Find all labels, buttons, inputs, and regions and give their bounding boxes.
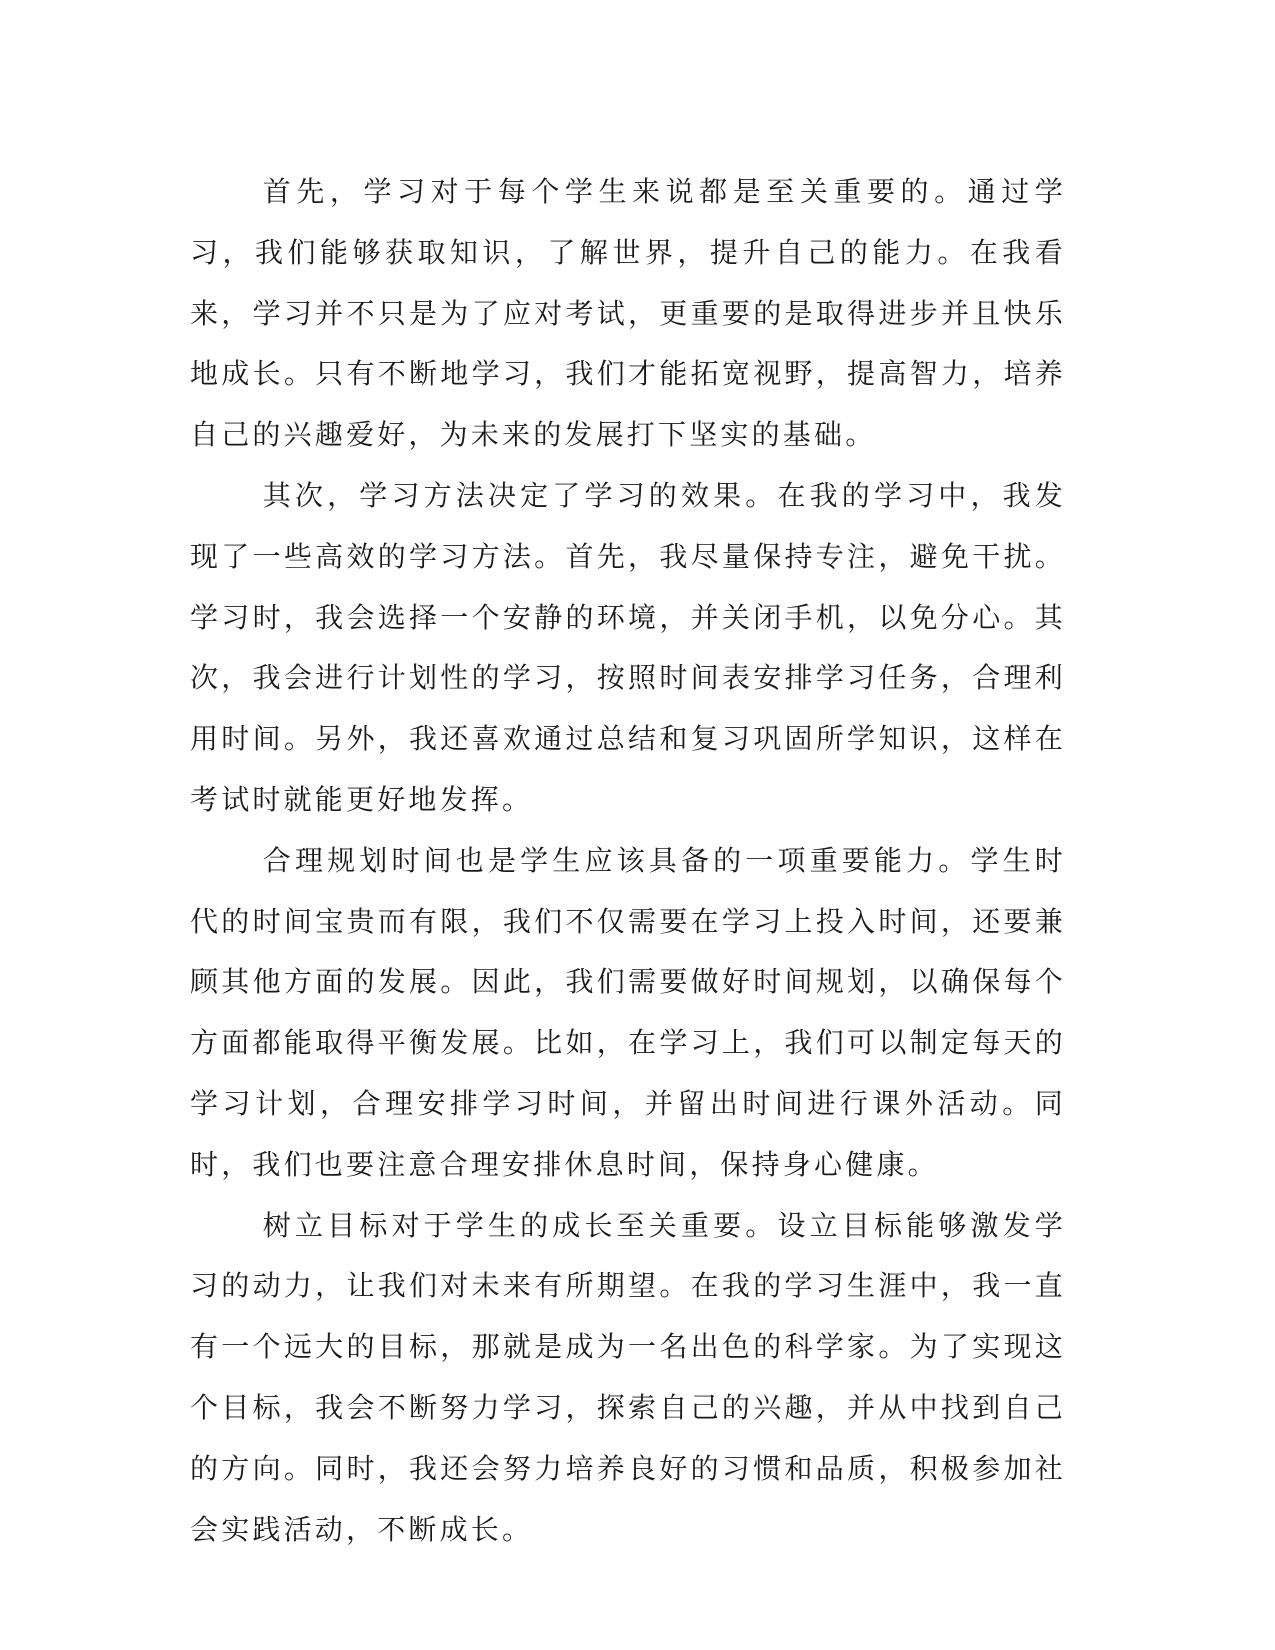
document-body bbox=[190, 162, 1066, 1560]
paragraph-2: 其次，学习方法决定了学习的效果。在我的学习中，我发现了一些高效的学习方法。首先，我尽量保持专注，避免干扰。学习时，我会选择一个安静的环境，并关闭手机，以免分心。其次，我会进行计划性的学习，按照时间表安排学习任务，合理利用时间。另外，我还喜欢通过总结和复习巩固所学知识，这样在考试时就能更好地发挥。 bbox=[190, 478, 1066, 816]
paragraph-1: 首先，学习对于每个学生来说都是至关重要的。通过学习，我们能够获取知识，了解世界，提升自己的能力。在我看来，学习并不只是为了应对考试，更重要的是取得进步并且快乐地成长。只有不断地学习，我们才能拓宽视野，提高智力，培养自己的兴趣爱好，为未来的发展打下坚实的基础。 bbox=[190, 175, 1066, 452]
paragraph-4: 树立目标对于学生的成长至关重要。设立目标能够激发学习的动力，让我们对未来有所期望。在我的学习生涯中，我一直有一个远大的目标，那就是成为一名出色的科学家。为了实现这个目标，我会不断努力学习，探索自己的兴趣，并从中找到自己的方向。同时，我还会努力培养良好的习惯和品质，积极参加社会实践活动，不断成长。 bbox=[190, 1208, 1066, 1546]
paragraph-3: 合理规划时间也是学生应该具备的一项重要能力。学生时代的时间宝贵而有限，我们不仅需要在学习上投入时间，还要兼顾其他方面的发展。因此，我们需要做好时间规划，以确保每个方面都能取得平衡发展。比如，在学习上，我们可以制定每天的学习计划，合理安排学习时间，并留出时间进行课外活动。同时，我们也要注意合理安排休息时间，保持身心健康。 bbox=[190, 843, 1066, 1181]
